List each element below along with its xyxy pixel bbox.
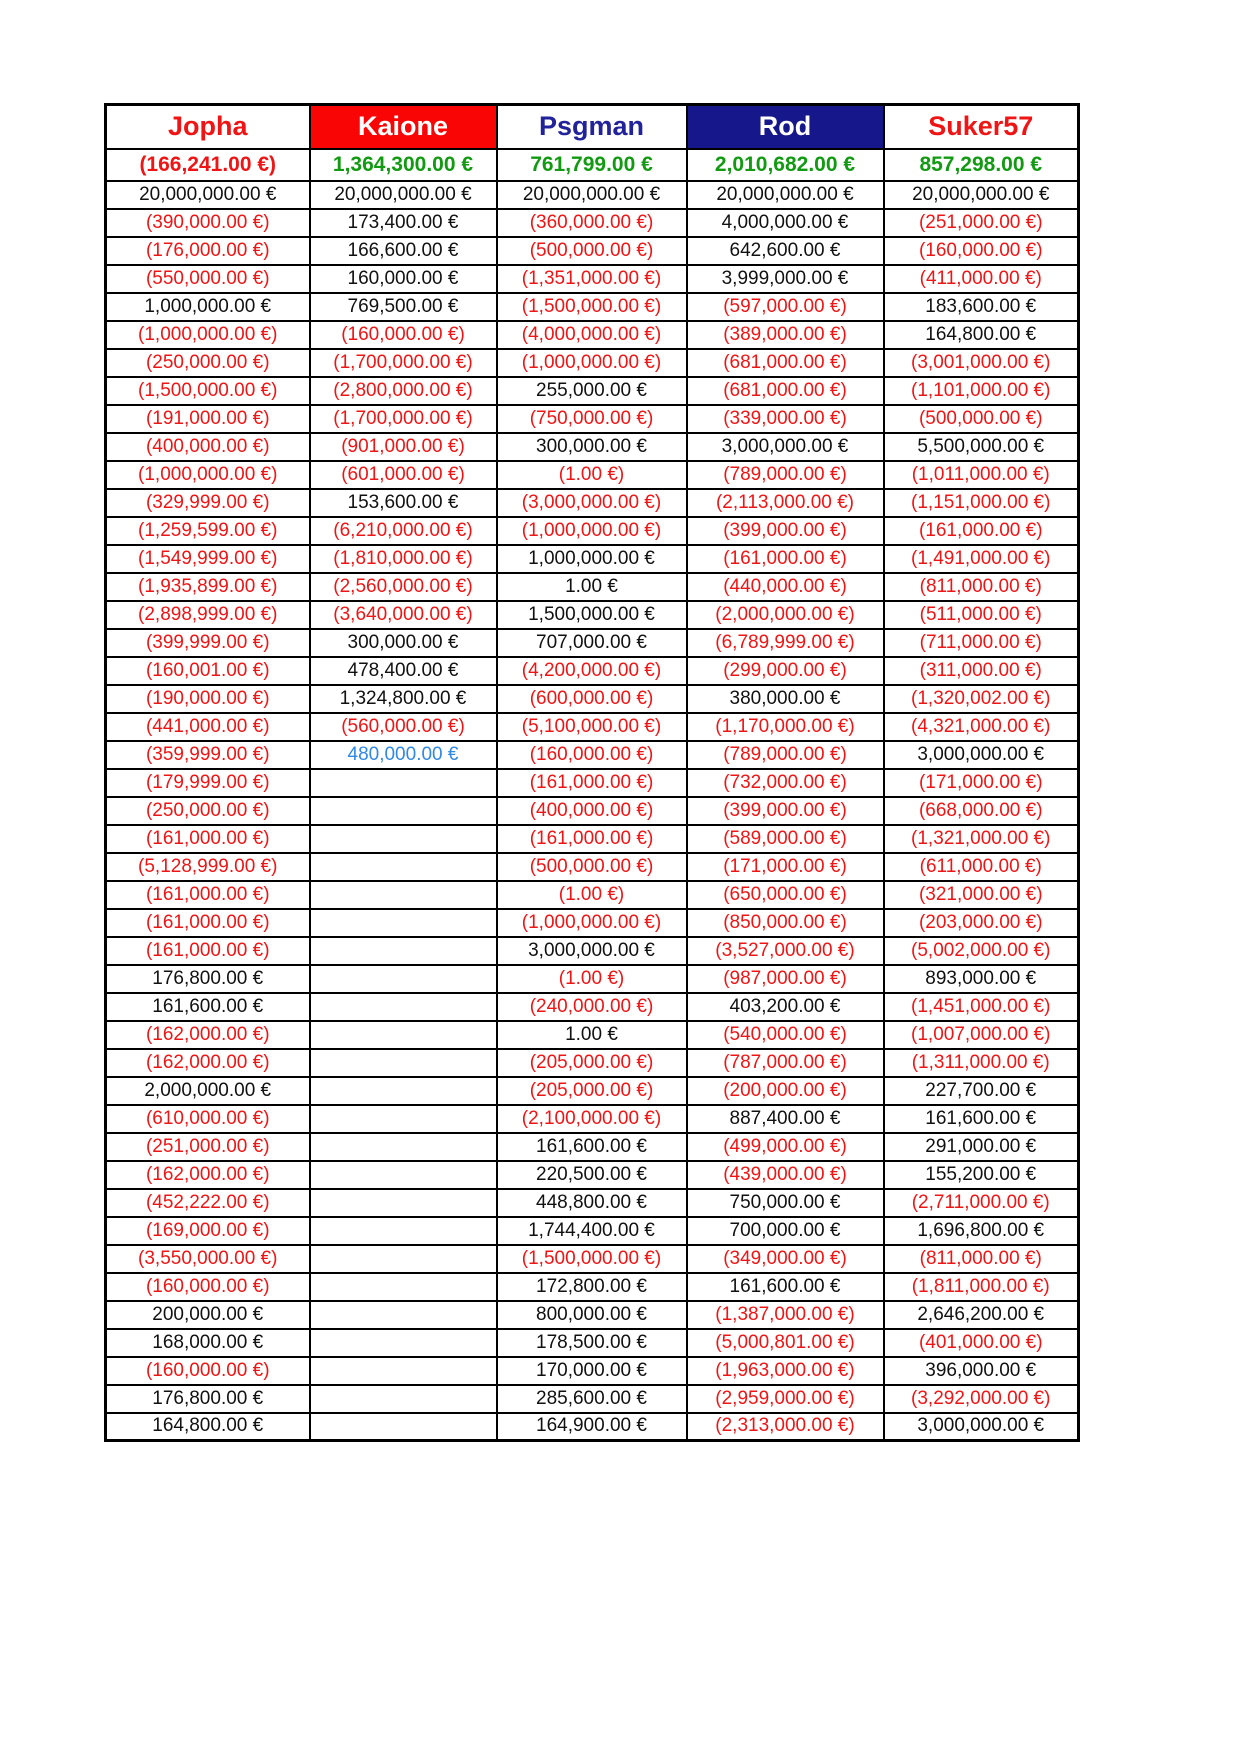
value-cell: 1,744,400.00 € <box>497 1217 687 1245</box>
value-cell: (1,935,899.00 €) <box>106 573 310 601</box>
value-cell: (1.00 €) <box>497 461 687 489</box>
value-cell: (411,000.00 €) <box>884 265 1079 293</box>
value-cell <box>310 937 497 965</box>
table-row <box>106 909 1079 937</box>
value-cell: (171,000.00 €) <box>687 853 884 881</box>
value-cell: 448,800.00 € <box>497 1189 687 1217</box>
value-cell: (500,000.00 €) <box>497 853 687 881</box>
value-cell: 168,000.00 € <box>106 1329 310 1357</box>
value-cell: 161,600.00 € <box>106 993 310 1021</box>
table-row <box>106 489 1079 517</box>
table-row <box>106 209 1079 237</box>
value-cell: (161,000.00 €) <box>106 825 310 853</box>
value-cell: 707,000.00 € <box>497 629 687 657</box>
value-cell: (1,320,002.00 €) <box>884 685 1079 713</box>
value-cell: (681,000.00 €) <box>687 377 884 405</box>
value-cell: (160,001.00 €) <box>106 657 310 685</box>
value-cell <box>310 881 497 909</box>
value-cell: 172,800.00 € <box>497 1273 687 1301</box>
value-cell <box>310 1385 497 1413</box>
value-cell: (3,292,000.00 €) <box>884 1385 1079 1413</box>
value-cell: (439,000.00 €) <box>687 1161 884 1189</box>
column-header-jopha: Jopha <box>106 105 310 149</box>
value-cell: (4,321,000.00 €) <box>884 713 1079 741</box>
value-cell: (2,313,000.00 €) <box>687 1413 884 1441</box>
value-cell: (681,000.00 €) <box>687 349 884 377</box>
value-cell: (1,491,000.00 €) <box>884 545 1079 573</box>
value-cell: 160,000.00 € <box>310 265 497 293</box>
value-cell: 1.00 € <box>497 573 687 601</box>
value-cell: (597,000.00 €) <box>687 293 884 321</box>
value-cell: 20,000,000.00 € <box>884 181 1079 209</box>
value-cell: 164,900.00 € <box>497 1413 687 1441</box>
value-cell: (1,549,999.00 €) <box>106 545 310 573</box>
value-cell: 164,800.00 € <box>884 321 1079 349</box>
value-cell: (1,700,000.00 €) <box>310 349 497 377</box>
table-row <box>106 1133 1079 1161</box>
value-cell: (400,000.00 €) <box>106 433 310 461</box>
table-row <box>106 1161 1079 1189</box>
value-cell: 176,800.00 € <box>106 1385 310 1413</box>
value-cell: (2,113,000.00 €) <box>687 489 884 517</box>
value-cell: (750,000.00 €) <box>497 405 687 433</box>
value-cell: (1,700,000.00 €) <box>310 405 497 433</box>
value-cell: (2,560,000.00 €) <box>310 573 497 601</box>
value-cell: 173,400.00 € <box>310 209 497 237</box>
value-cell: (1,011,000.00 €) <box>884 461 1079 489</box>
summary-cell-kaione: 1,364,300.00 € <box>310 149 497 181</box>
value-cell: (2,711,000.00 €) <box>884 1189 1079 1217</box>
accounts-table <box>104 103 1080 1442</box>
table-row <box>106 993 1079 1021</box>
value-cell: (1,259,599.00 €) <box>106 517 310 545</box>
value-cell: (161,000.00 €) <box>884 517 1079 545</box>
value-cell: (440,000.00 €) <box>687 573 884 601</box>
value-cell: (401,000.00 €) <box>884 1329 1079 1357</box>
value-cell: 1,000,000.00 € <box>106 293 310 321</box>
value-cell: (2,800,000.00 €) <box>310 377 497 405</box>
value-cell: 176,800.00 € <box>106 965 310 993</box>
value-cell: 164,800.00 € <box>106 1413 310 1441</box>
value-cell: (176,000.00 €) <box>106 237 310 265</box>
value-cell: (250,000.00 €) <box>106 797 310 825</box>
table-row <box>106 657 1079 685</box>
table-body <box>106 181 1079 1441</box>
value-cell <box>310 1077 497 1105</box>
value-cell: (1,811,000.00 €) <box>884 1273 1079 1301</box>
value-cell: (161,000.00 €) <box>106 909 310 937</box>
table-row <box>106 1413 1079 1441</box>
value-cell: (190,000.00 €) <box>106 685 310 713</box>
value-cell: (399,000.00 €) <box>687 517 884 545</box>
value-cell: (311,000.00 €) <box>884 657 1079 685</box>
table-row <box>106 181 1079 209</box>
value-cell: (5,000,801.00 €) <box>687 1329 884 1357</box>
value-cell: 480,000.00 € <box>310 741 497 769</box>
value-cell: 478,400.00 € <box>310 657 497 685</box>
value-cell: 183,600.00 € <box>884 293 1079 321</box>
value-cell: (3,001,000.00 €) <box>884 349 1079 377</box>
value-cell: (3,000,000.00 €) <box>497 489 687 517</box>
value-cell <box>310 1245 497 1273</box>
value-cell: (349,000.00 €) <box>687 1245 884 1273</box>
value-cell: 285,600.00 € <box>497 1385 687 1413</box>
value-cell <box>310 769 497 797</box>
value-cell: (2,100,000.00 €) <box>497 1105 687 1133</box>
table-row <box>106 1301 1079 1329</box>
value-cell: (251,000.00 €) <box>106 1133 310 1161</box>
value-cell: 769,500.00 € <box>310 293 497 321</box>
value-cell: (171,000.00 €) <box>884 769 1079 797</box>
value-cell: (610,000.00 €) <box>106 1105 310 1133</box>
value-cell <box>310 1413 497 1441</box>
value-cell: 642,600.00 € <box>687 237 884 265</box>
value-cell: 1,324,800.00 € <box>310 685 497 713</box>
value-cell: (162,000.00 €) <box>106 1161 310 1189</box>
value-cell <box>310 1021 497 1049</box>
table-row <box>106 405 1079 433</box>
table-row <box>106 321 1079 349</box>
value-cell: (160,000.00 €) <box>106 1273 310 1301</box>
value-cell: (560,000.00 €) <box>310 713 497 741</box>
value-cell: (811,000.00 €) <box>884 1245 1079 1273</box>
value-cell: 3,000,000.00 € <box>687 433 884 461</box>
value-cell: (240,000.00 €) <box>497 993 687 1021</box>
table-row <box>106 573 1079 601</box>
value-cell: (987,000.00 €) <box>687 965 884 993</box>
summary-cell-suker57: 857,298.00 € <box>884 149 1079 181</box>
value-cell: 178,500.00 € <box>497 1329 687 1357</box>
value-cell: (5,128,999.00 €) <box>106 853 310 881</box>
value-cell: 403,200.00 € <box>687 993 884 1021</box>
value-cell: (4,000,000.00 €) <box>497 321 687 349</box>
value-cell: 291,000.00 € <box>884 1133 1079 1161</box>
value-cell <box>310 993 497 1021</box>
value-cell: 20,000,000.00 € <box>687 181 884 209</box>
table-row <box>106 1049 1079 1077</box>
value-cell: (787,000.00 €) <box>687 1049 884 1077</box>
table-row <box>106 433 1079 461</box>
value-cell <box>310 1329 497 1357</box>
value-cell: 750,000.00 € <box>687 1189 884 1217</box>
value-cell: 20,000,000.00 € <box>106 181 310 209</box>
table-row <box>106 601 1079 629</box>
table-row <box>106 741 1079 769</box>
table-row <box>106 237 1079 265</box>
value-cell: (3,640,000.00 €) <box>310 601 497 629</box>
summary-row <box>106 149 1079 181</box>
value-cell: 893,000.00 € <box>884 965 1079 993</box>
summary-cell-psgman: 761,799.00 € <box>497 149 687 181</box>
value-cell: (650,000.00 €) <box>687 881 884 909</box>
table-row <box>106 797 1079 825</box>
table-row <box>106 825 1079 853</box>
table-row <box>106 1189 1079 1217</box>
value-cell: (811,000.00 €) <box>884 573 1079 601</box>
value-cell: (6,789,999.00 €) <box>687 629 884 657</box>
summary-cell-rod: 2,010,682.00 € <box>687 149 884 181</box>
column-header-suker57: Suker57 <box>884 105 1079 149</box>
value-cell: 220,500.00 € <box>497 1161 687 1189</box>
value-cell: (299,000.00 €) <box>687 657 884 685</box>
value-cell: (329,999.00 €) <box>106 489 310 517</box>
value-cell: (160,000.00 €) <box>310 321 497 349</box>
value-cell: (1,451,000.00 €) <box>884 993 1079 1021</box>
value-cell: 255,000.00 € <box>497 377 687 405</box>
value-cell: (1,810,000.00 €) <box>310 545 497 573</box>
value-cell: 170,000.00 € <box>497 1357 687 1385</box>
value-cell: 887,400.00 € <box>687 1105 884 1133</box>
column-header-kaione: Kaione <box>310 105 497 149</box>
value-cell: (250,000.00 €) <box>106 349 310 377</box>
value-cell: 380,000.00 € <box>687 685 884 713</box>
value-cell: 227,700.00 € <box>884 1077 1079 1105</box>
value-cell: (4,200,000.00 €) <box>497 657 687 685</box>
summary-cell-jopha: (166,241.00 €) <box>106 149 310 181</box>
value-cell: 3,000,000.00 € <box>884 1413 1079 1441</box>
value-cell: (160,000.00 €) <box>884 237 1079 265</box>
value-cell: (1,500,000.00 €) <box>106 377 310 405</box>
value-cell: 155,200.00 € <box>884 1161 1079 1189</box>
value-cell <box>310 1273 497 1301</box>
value-cell: (2,000,000.00 €) <box>687 601 884 629</box>
value-cell: (1,007,000.00 €) <box>884 1021 1079 1049</box>
value-cell: (1,500,000.00 €) <box>497 1245 687 1273</box>
value-cell: 4,000,000.00 € <box>687 209 884 237</box>
table-row <box>106 377 1079 405</box>
value-cell: (1,101,000.00 €) <box>884 377 1079 405</box>
value-cell <box>310 1301 497 1329</box>
value-cell: (191,000.00 €) <box>106 405 310 433</box>
value-cell: (589,000.00 €) <box>687 825 884 853</box>
value-cell: (1,000,000.00 €) <box>106 461 310 489</box>
table-row <box>106 853 1079 881</box>
value-cell: (1,311,000.00 €) <box>884 1049 1079 1077</box>
table-row <box>106 1105 1079 1133</box>
table-row <box>106 1245 1079 1273</box>
table-row <box>106 1357 1079 1385</box>
value-cell: (441,000.00 €) <box>106 713 310 741</box>
value-cell: (203,000.00 €) <box>884 909 1079 937</box>
value-cell: 300,000.00 € <box>497 433 687 461</box>
value-cell: 2,000,000.00 € <box>106 1077 310 1105</box>
value-cell: (1,500,000.00 €) <box>497 293 687 321</box>
value-cell <box>310 1161 497 1189</box>
value-cell: 700,000.00 € <box>687 1217 884 1245</box>
table-row <box>106 685 1079 713</box>
value-cell: (1,000,000.00 €) <box>497 349 687 377</box>
table-row <box>106 1385 1079 1413</box>
value-cell: (1.00 €) <box>497 965 687 993</box>
value-cell: (359,999.00 €) <box>106 741 310 769</box>
value-cell: (1.00 €) <box>497 881 687 909</box>
value-cell: (162,000.00 €) <box>106 1049 310 1077</box>
value-cell: 153,600.00 € <box>310 489 497 517</box>
value-cell: (1,351,000.00 €) <box>497 265 687 293</box>
value-cell: (161,000.00 €) <box>106 881 310 909</box>
table-row <box>106 293 1079 321</box>
value-cell: (850,000.00 €) <box>687 909 884 937</box>
table-row <box>106 517 1079 545</box>
value-cell <box>310 1105 497 1133</box>
value-cell: 3,000,000.00 € <box>884 741 1079 769</box>
value-cell: (160,000.00 €) <box>497 741 687 769</box>
value-cell: 1.00 € <box>497 1021 687 1049</box>
value-cell: 3,000,000.00 € <box>497 937 687 965</box>
table-row <box>106 461 1079 489</box>
value-cell: (339,000.00 €) <box>687 405 884 433</box>
value-cell: (205,000.00 €) <box>497 1049 687 1077</box>
value-cell: 20,000,000.00 € <box>310 181 497 209</box>
table-row <box>106 1217 1079 1245</box>
value-cell: (452,222.00 €) <box>106 1189 310 1217</box>
value-cell: (540,000.00 €) <box>687 1021 884 1049</box>
value-cell: (399,000.00 €) <box>687 797 884 825</box>
value-cell <box>310 853 497 881</box>
column-header-rod: Rod <box>687 105 884 149</box>
value-cell: (732,000.00 €) <box>687 769 884 797</box>
table-row <box>106 881 1079 909</box>
table-row <box>106 629 1079 657</box>
value-cell <box>310 1133 497 1161</box>
value-cell: 161,600.00 € <box>497 1133 687 1161</box>
value-cell: (2,898,999.00 €) <box>106 601 310 629</box>
value-cell <box>310 965 497 993</box>
value-cell: (1,963,000.00 €) <box>687 1357 884 1385</box>
value-cell: (1,151,000.00 €) <box>884 489 1079 517</box>
value-cell: 2,646,200.00 € <box>884 1301 1079 1329</box>
value-cell: (500,000.00 €) <box>884 405 1079 433</box>
value-cell: 161,600.00 € <box>884 1105 1079 1133</box>
value-cell: (179,999.00 €) <box>106 769 310 797</box>
value-cell: (550,000.00 €) <box>106 265 310 293</box>
value-cell: (901,000.00 €) <box>310 433 497 461</box>
value-cell: (711,000.00 €) <box>884 629 1079 657</box>
value-cell <box>310 909 497 937</box>
value-cell: 300,000.00 € <box>310 629 497 657</box>
value-cell: (321,000.00 €) <box>884 881 1079 909</box>
value-cell: (1,000,000.00 €) <box>497 517 687 545</box>
value-cell: (1,321,000.00 €) <box>884 825 1079 853</box>
value-cell: (1,387,000.00 €) <box>687 1301 884 1329</box>
value-cell: (789,000.00 €) <box>687 461 884 489</box>
value-cell: (161,000.00 €) <box>497 769 687 797</box>
table-row <box>106 1021 1079 1049</box>
value-cell: (601,000.00 €) <box>310 461 497 489</box>
value-cell: 1,696,800.00 € <box>884 1217 1079 1245</box>
value-cell <box>310 1049 497 1077</box>
value-cell: (1,000,000.00 €) <box>106 321 310 349</box>
value-cell <box>310 797 497 825</box>
value-cell: (251,000.00 €) <box>884 209 1079 237</box>
value-cell: (668,000.00 €) <box>884 797 1079 825</box>
value-cell: (3,527,000.00 €) <box>687 937 884 965</box>
value-cell <box>310 1189 497 1217</box>
value-cell: (511,000.00 €) <box>884 601 1079 629</box>
value-cell: 800,000.00 € <box>497 1301 687 1329</box>
value-cell: 396,000.00 € <box>884 1357 1079 1385</box>
value-cell: 1,000,000.00 € <box>497 545 687 573</box>
table-row <box>106 713 1079 741</box>
value-cell: (161,000.00 €) <box>687 545 884 573</box>
value-cell: (500,000.00 €) <box>497 237 687 265</box>
value-cell: 20,000,000.00 € <box>497 181 687 209</box>
value-cell: (400,000.00 €) <box>497 797 687 825</box>
value-cell: (5,002,000.00 €) <box>884 937 1079 965</box>
table-row <box>106 265 1079 293</box>
value-cell: 166,600.00 € <box>310 237 497 265</box>
value-cell: (6,210,000.00 €) <box>310 517 497 545</box>
header-row <box>106 105 1079 149</box>
value-cell <box>310 1217 497 1245</box>
value-cell: (169,000.00 €) <box>106 1217 310 1245</box>
value-cell: (389,000.00 €) <box>687 321 884 349</box>
value-cell: (789,000.00 €) <box>687 741 884 769</box>
value-cell: (499,000.00 €) <box>687 1133 884 1161</box>
table-row <box>106 965 1079 993</box>
value-cell: (360,000.00 €) <box>497 209 687 237</box>
value-cell: (1,000,000.00 €) <box>497 909 687 937</box>
table-row <box>106 937 1079 965</box>
table-row <box>106 769 1079 797</box>
column-header-psgman: Psgman <box>497 105 687 149</box>
value-cell: 1,500,000.00 € <box>497 601 687 629</box>
value-cell <box>310 825 497 853</box>
table-row <box>106 1273 1079 1301</box>
value-cell: (205,000.00 €) <box>497 1077 687 1105</box>
value-cell: (2,959,000.00 €) <box>687 1385 884 1413</box>
table-row <box>106 545 1079 573</box>
table-row <box>106 349 1079 377</box>
value-cell: (160,000.00 €) <box>106 1357 310 1385</box>
value-cell: (600,000.00 €) <box>497 685 687 713</box>
value-cell <box>310 1357 497 1385</box>
value-cell: (3,550,000.00 €) <box>106 1245 310 1273</box>
value-cell: (1,170,000.00 €) <box>687 713 884 741</box>
value-cell: (390,000.00 €) <box>106 209 310 237</box>
value-cell: (162,000.00 €) <box>106 1021 310 1049</box>
value-cell: (399,999.00 €) <box>106 629 310 657</box>
value-cell: (611,000.00 €) <box>884 853 1079 881</box>
value-cell: 3,999,000.00 € <box>687 265 884 293</box>
table-row <box>106 1329 1079 1357</box>
table-row <box>106 1077 1079 1105</box>
value-cell: (161,000.00 €) <box>106 937 310 965</box>
value-cell: (200,000.00 €) <box>687 1077 884 1105</box>
value-cell: (161,000.00 €) <box>497 825 687 853</box>
value-cell: 5,500,000.00 € <box>884 433 1079 461</box>
value-cell: (5,100,000.00 €) <box>497 713 687 741</box>
value-cell: 161,600.00 € <box>687 1273 884 1301</box>
value-cell: 200,000.00 € <box>106 1301 310 1329</box>
